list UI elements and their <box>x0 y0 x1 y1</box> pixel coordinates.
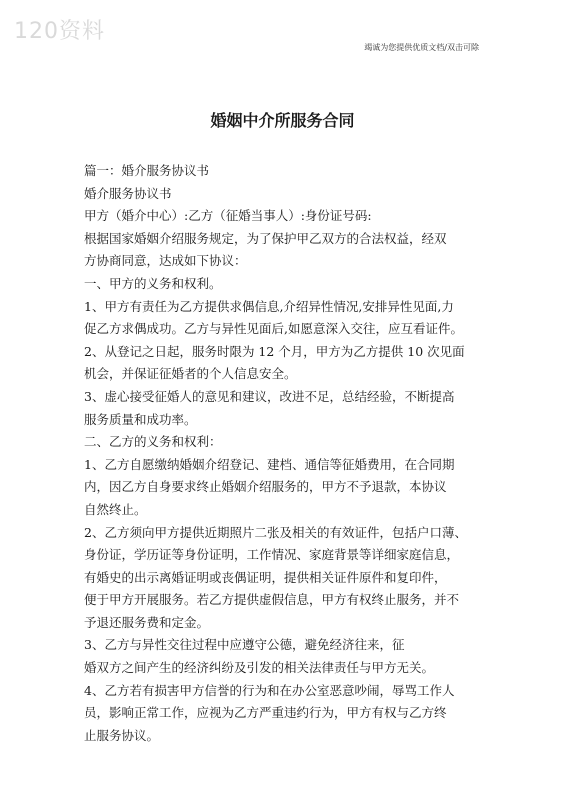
text-line: 婚双方之间产生的经济纠纷及引发的相关法律责任与甲方无关。 <box>84 660 435 676</box>
text-line: 机会，并保证征婚者的个人信息安全。 <box>84 366 297 382</box>
text-line: 服务质量和成功率。 <box>84 411 197 427</box>
text-line: 甲方（婚介中心）:乙方（征婚当事人）:身份证号码: <box>84 208 372 224</box>
text-line: 婚介服务协议书 <box>84 185 172 201</box>
text-line: 方协商同意，达成如下协议： <box>84 253 247 269</box>
document-title: 婚姻中介所服务合同 <box>210 111 355 130</box>
text-line: 4、乙方若有损害甲方信誉的行为和在办公室恶意吵闹，辱骂工作人 <box>84 682 455 698</box>
text-line: 便于甲方开展服务。若乙方提供虚假信息，甲方有权终止服务，并不 <box>84 592 460 608</box>
text-line: 员，影响正常工作，应视为乙方严重违约行为，甲方有权与乙方终 <box>84 705 447 721</box>
text-line: 篇一：婚介服务协议书 <box>84 163 210 178</box>
text-line: 2、乙方须向甲方提供近期照片二张及相关的有效证件，包括户口薄、 <box>84 524 467 540</box>
text-line: 根据国家婚姻介绍服务规定，为了保护甲乙双方的合法权益，经双 <box>84 230 447 246</box>
text-line: 促乙方求偶成功。乙方与异性见面后,如愿意深入交往，应互看证件。 <box>84 321 463 337</box>
text-line: 止服务协议。 <box>84 727 160 743</box>
text-line: 1、乙方自愿缴纳婚姻介绍登记、建档、通信等征婚费用，在合同期 <box>84 456 455 472</box>
text-line: 3、虚心接受征婚人的意见和建议，改进不足，总结经验，不断提高 <box>84 388 455 404</box>
text-line: 内，因乙方自身要求终止婚姻介绍服务的，甲方不予退款，本协议 <box>84 479 447 495</box>
document-body <box>84 160 484 747</box>
text-line: 身份证，学历证等身份证明，工作情况、家庭背景等详细家庭信息， <box>84 547 460 563</box>
header-note: 竭诚为您提供优质文档/双击可除 <box>364 43 479 52</box>
text-line: 2、从登记之日起，服务时限为 12 个月，甲方为乙方提供 10 次见面 <box>84 343 465 359</box>
text-line: 予退还服务费和定金。 <box>84 614 210 630</box>
text-line: 1、甲方有责任为乙方提供求偶信息,介绍异性情况,安排异性见面,力 <box>84 298 454 314</box>
text-line: 自然终止。 <box>84 501 147 517</box>
text-line: 一、甲方的义务和权利。 <box>84 275 222 291</box>
text-line: 有婚史的出示离婚证明或丧偶证明，提供相关证件原件和复印件， <box>84 569 447 585</box>
text-line: 3、乙方与异性交往过程中应遵守公德，避免经济往来，征 <box>84 637 405 653</box>
text-line: 二、乙方的义务和权利： <box>84 434 222 450</box>
watermark-logo: 120资料 <box>14 19 105 44</box>
